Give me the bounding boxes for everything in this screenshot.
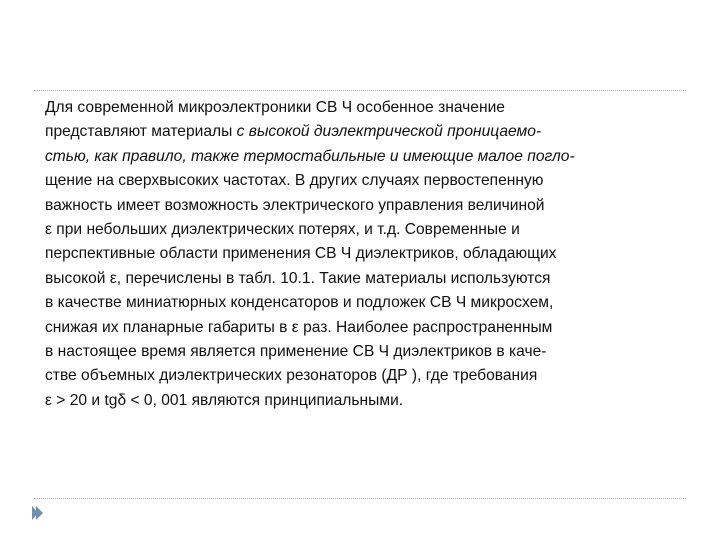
paragraph-line: [45, 120, 695, 144]
text-segment: щение на сверхвысоких частотах. В других случаях первостепенную: [45, 172, 544, 190]
text-segment: снижая их планарные габариты в ε раз. Наиболее распространенным: [45, 318, 553, 336]
text-segment: в качестве миниатюрных конденсаторов и подложек СВ Ч микросхем,: [45, 294, 554, 312]
text-segment: важность имеет возможность электрического управления величиной: [45, 196, 545, 214]
paragraph-line: [45, 364, 695, 388]
italic-text-segment: стью, как правило, также термостабильные и имеющие малое погло-: [45, 147, 575, 165]
paragraph-line: [45, 267, 695, 291]
text-segment: Для современной микроэлектроники СВ Ч особенное значение: [45, 99, 505, 116]
text-segment: стве объемных диэлектрических резонаторов (ДР ), где требования: [45, 367, 538, 385]
body-paragraph: [45, 96, 695, 413]
top-dotted-divider: [34, 90, 686, 91]
paragraph-line: [45, 340, 695, 364]
paragraph-line: [45, 96, 695, 120]
paragraph-line: [45, 316, 695, 340]
triangle-right-icon[interactable]: [31, 505, 45, 521]
arrow-shape-front: [36, 506, 43, 520]
paragraph-line: [45, 389, 695, 413]
paragraph-line: [45, 169, 695, 193]
bottom-dotted-divider: [34, 498, 686, 499]
paragraph-line: [45, 218, 695, 242]
text-segment: высокой ε, перечислены в табл. 10.1. Такие материалы используются: [45, 269, 551, 287]
paragraph-line: [45, 145, 695, 169]
italic-text-segment: с высокой диэлектрической проницаемо-: [236, 123, 542, 141]
text-segment: перспективные области применения СВ Ч диэлектриков, обладающих: [45, 245, 557, 263]
text-segment: представляют материалы: [45, 123, 237, 141]
paragraph-line: [45, 242, 695, 266]
paragraph-line: [45, 194, 695, 218]
paragraph-line: [45, 291, 695, 315]
text-segment: в настоящее время является применение СВ Ч диэлектриков в каче-: [45, 343, 547, 361]
text-segment: ε > 20 и tgδ < 0, 001 являются принципиальными.: [45, 391, 404, 409]
text-segment: ε при небольших диэлектрических потерях, и т.д. Современные и: [45, 221, 520, 239]
